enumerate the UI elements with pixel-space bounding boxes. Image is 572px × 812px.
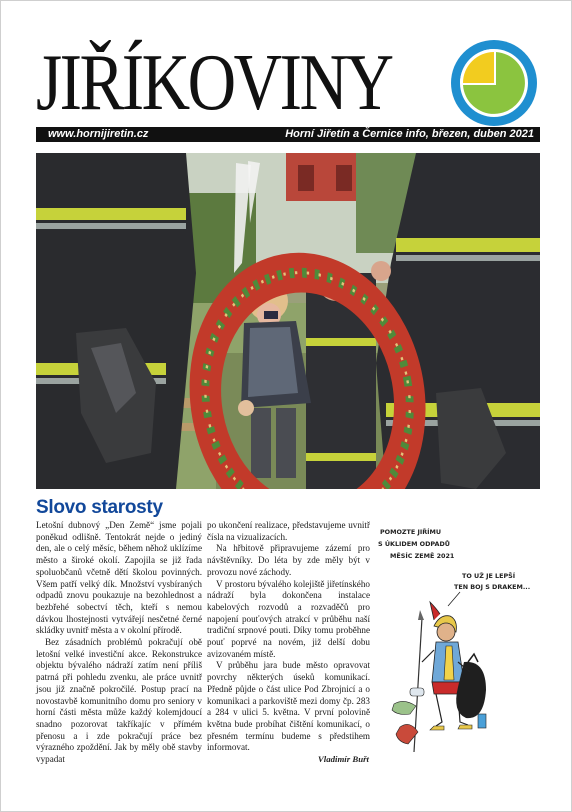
info-bar: [36, 127, 540, 142]
article-column-1: [36, 520, 202, 766]
paragraph: V průběhu jara bude město opravovat povrchy některých úseků komunikací. Předně půjde o část ulice Pod Zbrojnicí a o komunikaci a parkoviště mezi domy čp. 283 a 284 v ulici 5. května. V první polovině května bude probíhat čištění komunikací, o přesném termínu budeme s předstihem informovat.: [207, 660, 370, 753]
cartoon-caption-line: MĚSÍC ZEMĚ 2021: [390, 552, 455, 560]
cartoon-speech-line: TEN BOJ S DRAKEM...: [454, 583, 531, 591]
paragraph: Na hřbitově připravujeme zázemí pro návštěvníky. Do léta by zde měly být v provozu nové záchody.: [207, 543, 370, 577]
paragraph: Letošní dubnový „Den Země“ jsme pojali poněkud odlišně. Tentokrát nejde o jediný den, ale o celý měsíc, během něhož uklízíme město a široké okolí. Zapojila se již řada spoluobčanů včetně dětí školou povinných. Všem patří velký dík. Množství vysbíraných odpadů znovu poukazuje na bezohlednost a bezbřehé sobectví těch, kteří s nemou dávkou lhostejnosti vytvářejí nesčetné černé skládky uvnitř města a v okolní přírodě.: [36, 520, 202, 636]
article-column-2: [207, 520, 370, 754]
article-heading: Slovo starosty: [36, 497, 163, 518]
town-logo-icon: [449, 38, 539, 128]
newsletter-title: JIŘÍKOVINY: [36, 39, 392, 127]
paragraph: po ukončení realizace, představujeme uvnitř čísla na vizualizacích.: [207, 520, 370, 542]
cover-photo: [36, 153, 540, 489]
author-signature: Vladimír Buřt: [317, 754, 369, 764]
cartoon-illustration: [374, 522, 540, 762]
issue-info: Horní Jiřetín a Černice info, březen, duben 2021: [285, 128, 534, 140]
cartoon-caption-line: POMOZTE JIŘÍMU: [380, 528, 442, 536]
website-url[interactable]: www.hornijiretin.cz: [48, 128, 149, 140]
cartoon-caption-line: S ÚKLIDEM ODPADŮ: [378, 540, 450, 548]
masthead: [36, 40, 456, 126]
paragraph: Bez zásadních problémů pokračují obě letošní velké investiční akce. Rekonstrukce objektu bývalého nádraží zatím není příliš patrná při pohledu zvenku, ale práce uvnitř jsou již značně pokročilé. Postup prací na novostavbě komunitního domu pro seniory v horní části města může každý kolemjdoucí snadno pozorovat takříkajíc v přímém přenosu a i zde pokračují práce bez výrazného zpoždění. Jak by měly obě stavby vypadat: [36, 637, 202, 765]
cartoon-speech-line: TO UŽ JE LEPŠÍ: [462, 572, 516, 580]
paragraph: V prostoru bývalého kolejiště jiřetínského nádraží byla dokončena instalace kabelových rozvodů a rozvaděčů pro napojení pouťových atrakcí v průběhu naší tradiční srpnové pouti. Díky tomu proběhne pouť poprvé na novém, již delší dobu avizovaném místě.: [207, 578, 370, 659]
